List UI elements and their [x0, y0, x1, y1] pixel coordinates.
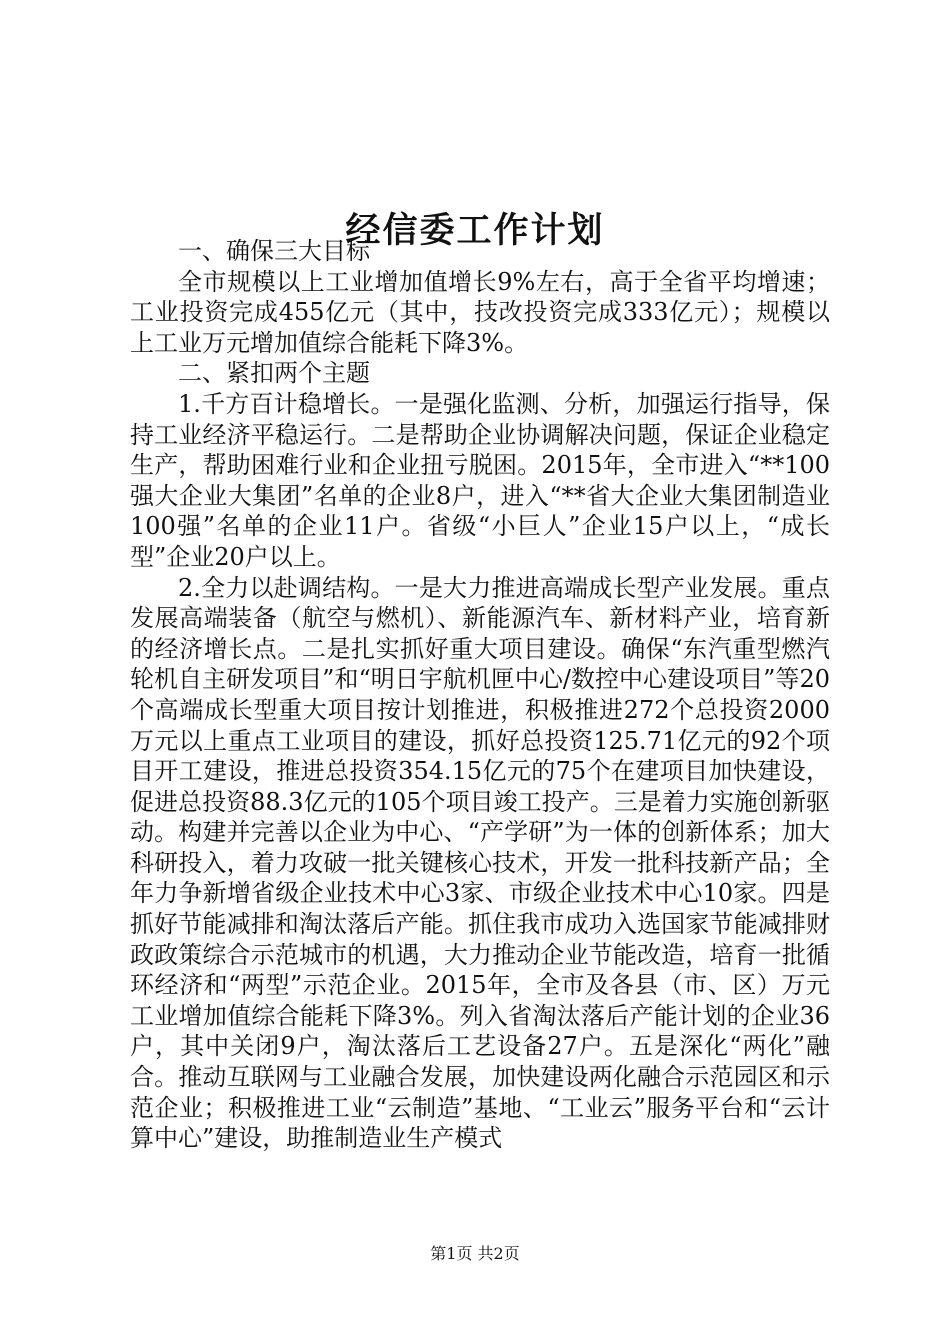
section-heading-1: 一、确保三大目标 — [178, 237, 370, 265]
paragraph-stable-growth: 1.千方百计稳增长。一是强化监测、分析，加强运行指导，保持工业经济平稳运行。二是帮助企业协调解决问题，保证企业稳定生产，帮助困难行业和企业扭亏脱困。2015年，全市进入“**100强大企业大集团”名单的企业8户，进入“**省大企业大集团制造业100强”名单的企业11户。省级“小巨人”企业15户以上，“成长型”企业20户以上。 — [130, 389, 830, 571]
paragraph-adjust-structure: 2.全力以赴调结构。一是大力推进高端成长型产业发展。重点发展高端装备（航空与燃机）、新能源汽车、新材料产业，培育新的经济增长点。二是扎实抓好重大项目建设。确保“东汽重型燃汽轮机自主研发项目”和“明日宇航机匣中心/数控中心建设项目”等20个高端成长型重大项目按计划推进，积极推进272个总投资2000万元以上重点工业项目的建设，抓好总投资125.71亿元的92个项目开工建设，推进总投资354.15亿元的75个在建项目加快建设，促进总投资88.3亿元的105个项目竣工投产。三是着力实施创新驱动。构建并完善以企业为中心、“产学研”为一体的创新体系；加大科研投入，着力攻破一批关键核心技术，开发一批科技新产品；全年力争新增省级企业技术中心3家、市级企业技术中心10家。四是抓好节能减排和淘汰落后产能。抓住我市成功入选国家节能减排财政政策综合示范城市的机遇，大力推动企业节能改造，培育一批循环经济和“两型”示范企业。2015年，全市及各县（市、区）万元工业增加值综合能耗下降3%。列入省淘汰落后产能计划的企业36户，其中关闭9户，淘汰落后工艺设备27户。五是深化“两化”融合。推动互联网与工业融合发展，加快建设两化融合示范园区和示范企业；积极推进工业“云制造”基地、“工业云”服务平台和“云计算中心”建设，助推制造业生产模式 — [130, 573, 830, 1153]
document-body — [130, 236, 830, 1154]
document-title: 经信委工作计划 — [345, 210, 605, 252]
section-heading-2: 二、紧扣两个主题 — [178, 359, 370, 388]
paragraph-targets: 全市规模以上工业增加值增长9%左右，高于全省平均增速；工业投资完成455亿元（其中，技改投资完成333亿元）；规模以上工业万元增加值综合能耗下降3%。 — [130, 267, 830, 357]
page-footer: 第1页 共2页 — [430, 1244, 520, 1263]
